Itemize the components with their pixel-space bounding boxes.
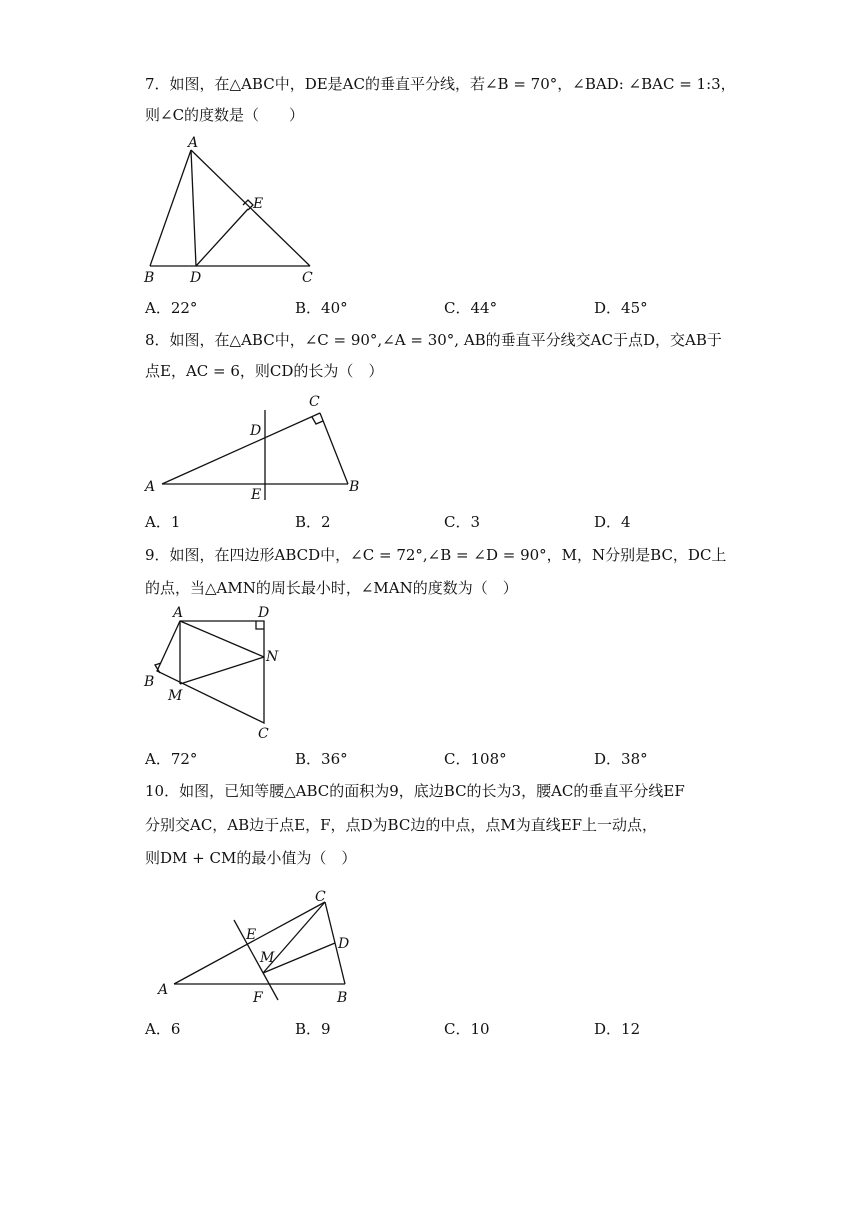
- q8-label-c: C: [309, 394, 320, 410]
- q7-label-a: A: [188, 135, 199, 151]
- q9-segment-an: [180, 621, 264, 657]
- q8-segment-cb: [320, 413, 348, 484]
- q7-label-c: C: [302, 270, 313, 286]
- q10-option-b[interactable]: B．9: [295, 1020, 331, 1038]
- q10-option-c[interactable]: C．10: [444, 1020, 490, 1038]
- q7-line-2: 则∠C的度数是（ ）: [145, 106, 305, 124]
- q7-option-a[interactable]: A．22°: [145, 299, 198, 317]
- q10-line-2: 分别交AC，AB边于点E，F，点D为BC边的中点，点M为直线EF上一动点，: [145, 816, 658, 834]
- q7-label-b: B: [144, 270, 155, 286]
- q7-segment-ad: [191, 150, 196, 266]
- q9-option-b[interactable]: B．36°: [295, 750, 348, 768]
- q9-segment-mn: [180, 657, 264, 684]
- q7-option-d[interactable]: D．45°: [594, 299, 648, 317]
- q9-label-m: M: [168, 688, 183, 704]
- q8-option-d[interactable]: D．4: [594, 513, 631, 531]
- q9-option-c[interactable]: C．108°: [444, 750, 507, 768]
- q7-segment-de: [196, 209, 248, 266]
- q7-label-e: E: [253, 196, 264, 212]
- q9-label-b: B: [144, 674, 155, 690]
- q8-option-a[interactable]: A．1: [145, 513, 181, 531]
- q8-label-b: B: [349, 479, 360, 495]
- q10-label-d: D: [338, 936, 350, 952]
- q8-line-2: 点E，AC = 6，则CD的长为（ ）: [145, 362, 384, 380]
- q9-line-1: 9．如图，在四边形ABCD中，∠C = 72°,∠B = ∠D = 90°，M，N分别是BC，DC上: [145, 546, 727, 564]
- q7-option-b[interactable]: B．40°: [295, 299, 348, 317]
- q9-quadrilateral: [157, 621, 264, 723]
- q8-option-c[interactable]: C．3: [444, 513, 481, 531]
- q9-label-c: C: [258, 726, 269, 742]
- q9-line-2: 的点，当△AMN的周长最小时，∠MAN的度数为（ ）: [145, 579, 518, 597]
- q9-option-a[interactable]: A．72°: [145, 750, 198, 768]
- q9-label-d: D: [258, 605, 270, 621]
- q8-label-d: D: [250, 423, 262, 439]
- q7-line-1: 7．如图，在△ABC中，DE是AC的垂直平分线，若∠B = 70°，∠BAD: ∠BAC = 1:3，: [145, 75, 736, 93]
- q8-segment-ac: [162, 413, 320, 484]
- q10-figure: [150, 883, 370, 1008]
- q8-option-b[interactable]: B．2: [295, 513, 331, 531]
- q10-label-e: E: [246, 927, 257, 943]
- q7-figure: [140, 135, 330, 285]
- q10-label-f: F: [253, 990, 263, 1006]
- q10-option-d[interactable]: D．12: [594, 1020, 641, 1038]
- q8-label-e: E: [251, 487, 262, 503]
- q10-line-1: 10．如图，已知等腰△ABC的面积为9，底边BC的长为3，腰AC的垂直平分线EF: [145, 782, 685, 800]
- q10-label-m: M: [260, 950, 275, 966]
- q9-label-a: A: [173, 605, 184, 621]
- q8-label-a: A: [145, 479, 156, 495]
- q8-figure: [140, 392, 370, 507]
- q10-label-b: B: [337, 990, 348, 1006]
- q9-right-angle-mark-d: [256, 621, 264, 629]
- q7-segment-ab: [150, 150, 191, 266]
- q8-line-1: 8．如图，在△ABC中，∠C = 90°,∠A = 30°, AB的垂直平分线交AC于点D，交AB于: [145, 331, 722, 349]
- q9-option-d[interactable]: D．38°: [594, 750, 648, 768]
- q9-label-n: N: [266, 649, 279, 665]
- q7-option-c[interactable]: C．44°: [444, 299, 498, 317]
- q10-segment-ac: [174, 902, 325, 984]
- q10-label-a: A: [158, 982, 169, 998]
- q10-option-a[interactable]: A．6: [145, 1020, 181, 1038]
- q10-line-3: 则DM + CM的最小值为（ ）: [145, 849, 357, 867]
- q10-label-c: C: [315, 889, 326, 905]
- q9-figure: [140, 605, 290, 740]
- q7-label-d: D: [190, 270, 202, 286]
